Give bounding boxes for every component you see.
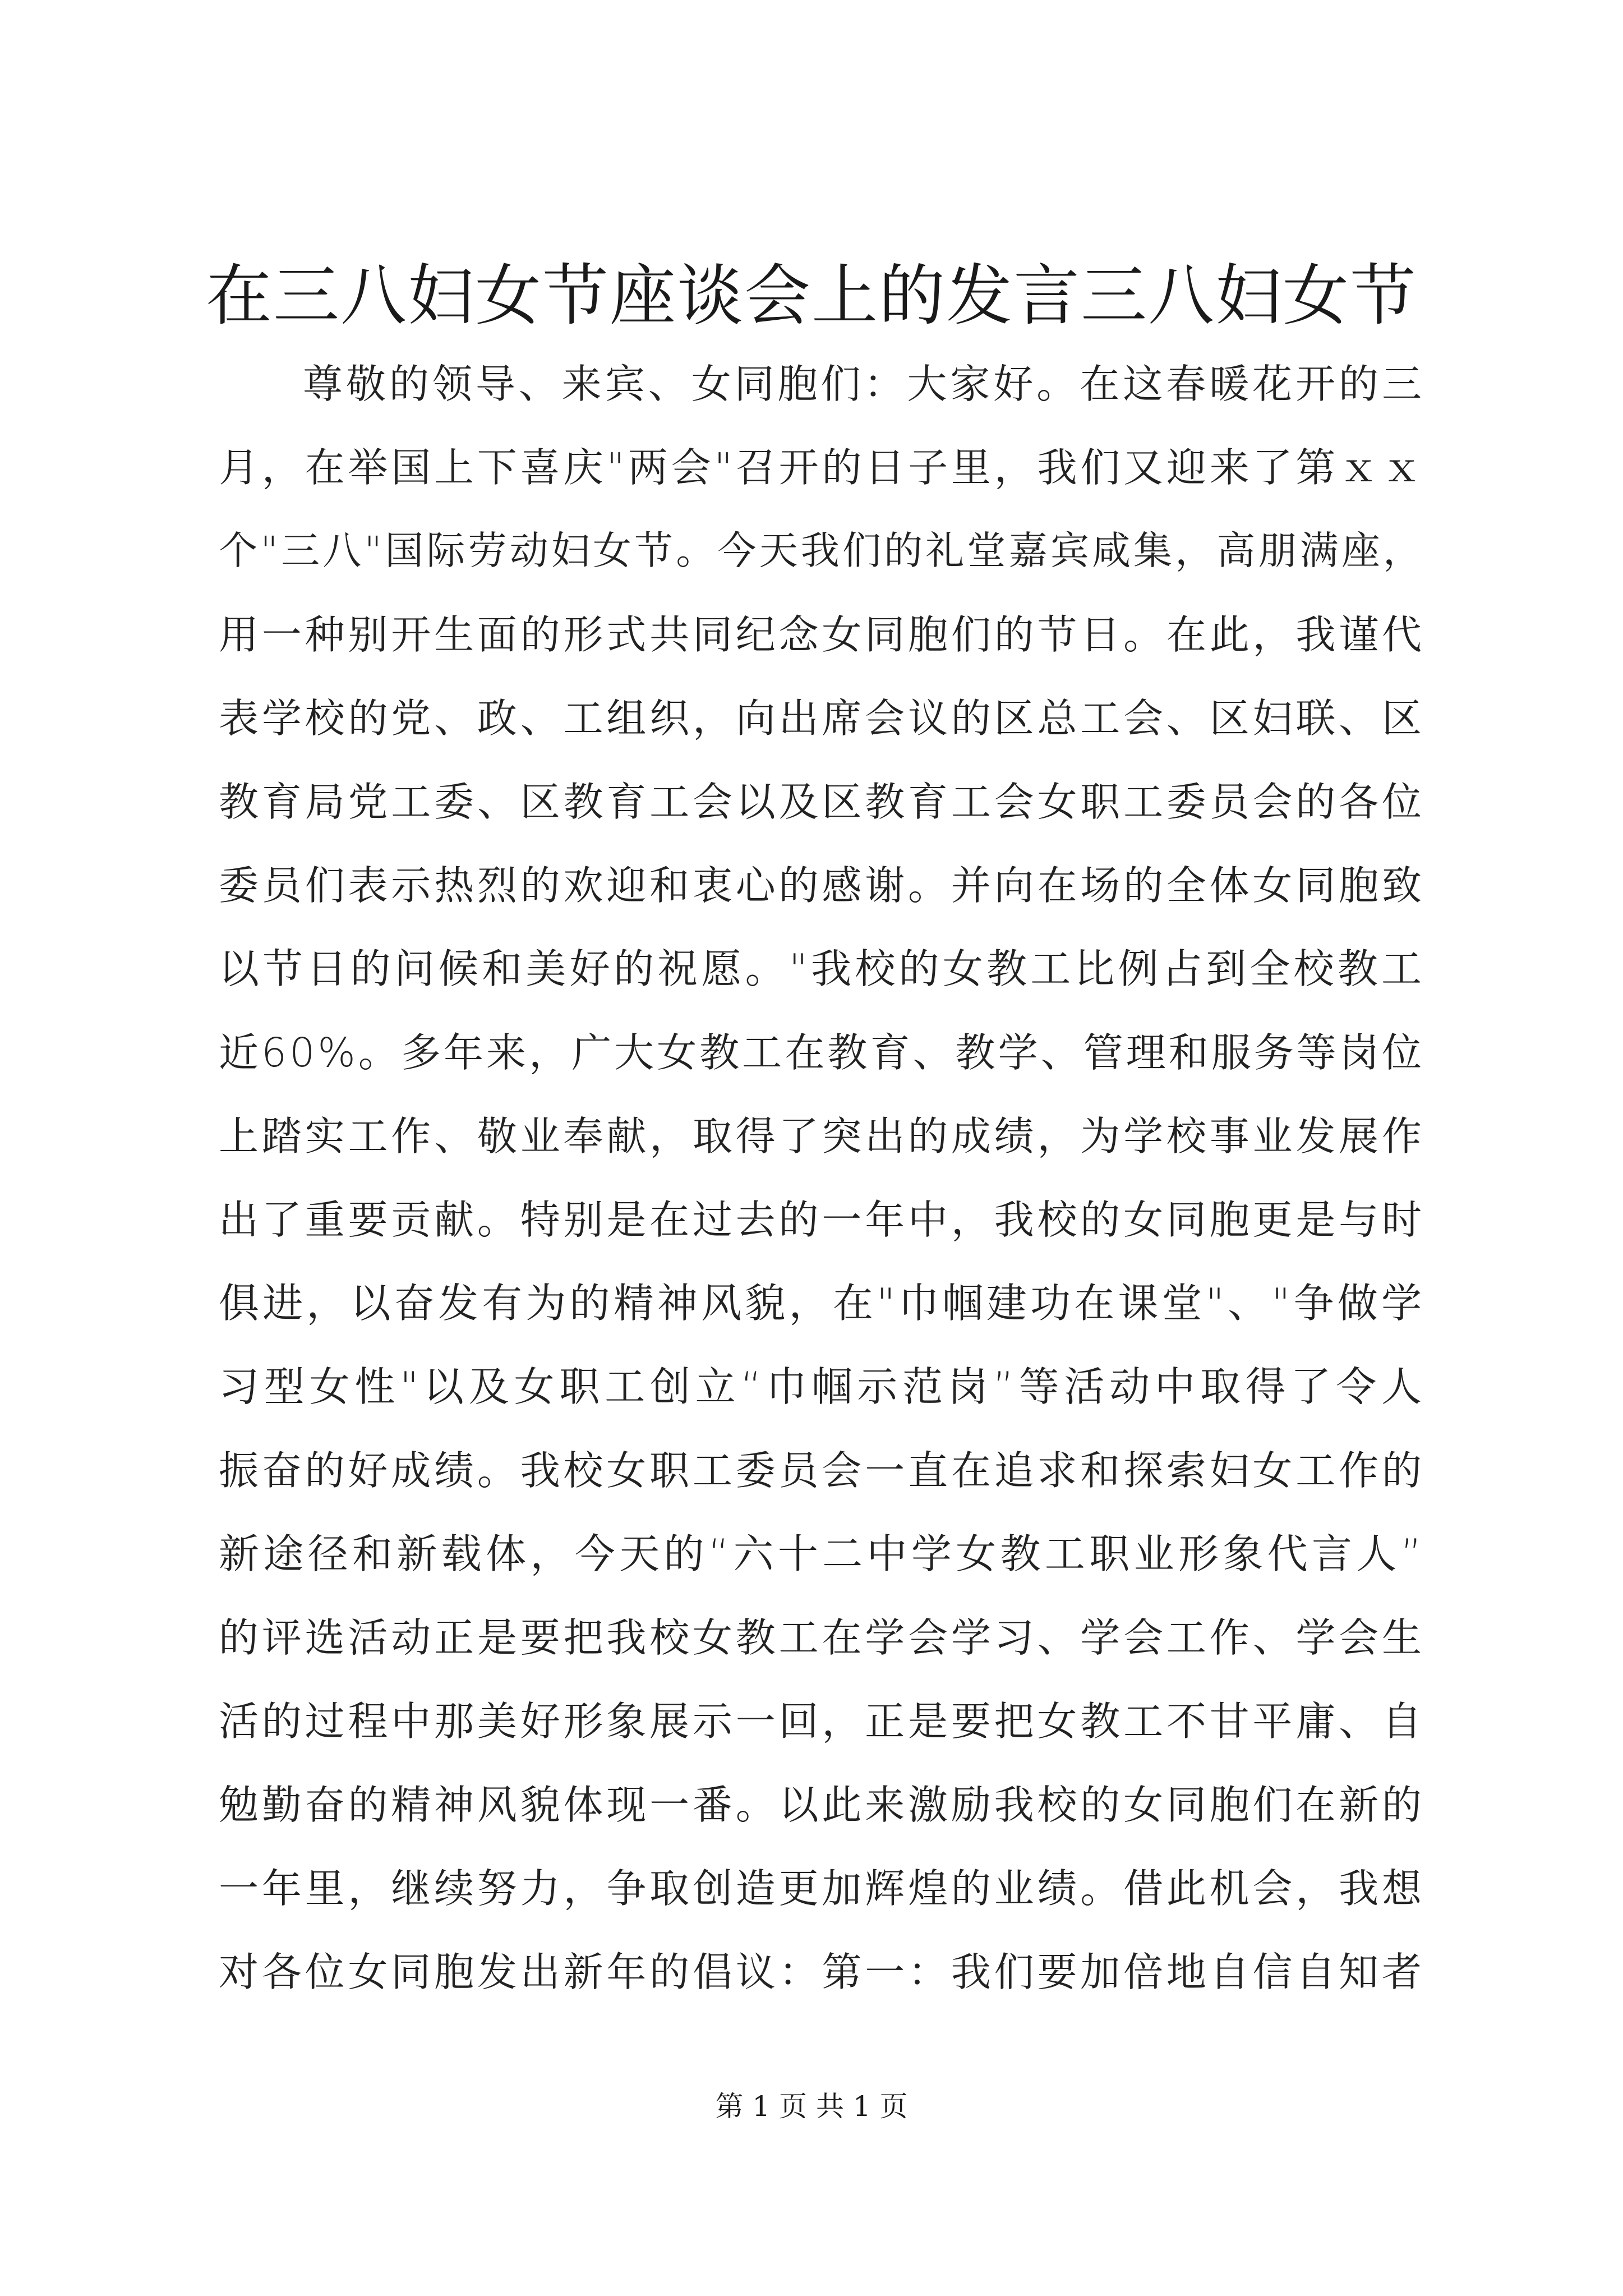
body-paragraph <box>219 342 1424 2014</box>
text-line: 尊敬的领导、来宾、女同胞们：大家好。在这春暖花开的三 <box>303 361 1424 407</box>
text-line: 勉勤奋的精神风貌体现一番。以此来激励我校的女同胞们在新的 <box>219 1782 1424 1828</box>
text-line: 月，在举国上下喜庆"两会"召开的日子里，我们又迎来了第ｘｘ <box>219 444 1424 491</box>
page-footer: 第 1 页 共 1 页 <box>715 2090 908 2123</box>
text-line: 表学校的党、政、工组织，向出席会议的区总工会、区妇联、区 <box>219 695 1424 742</box>
text-line: 新途径和新载体，今天的“六十二中学女教工职业形象代言人” <box>219 1530 1424 1577</box>
text-line: 上踏实工作、敬业奉献，取得了突出的成绩，为学校事业发展作 <box>219 1113 1424 1159</box>
text-line: 个"三八"国际劳动妇女节。今天我们的礼堂嘉宾咸集，高朋满座， <box>219 528 1424 573</box>
text-line: 出了重要贡献。特别是在过去的一年中，我校的女同胞更是与时 <box>219 1197 1424 1243</box>
text-line: 近60%。多年来，广大女教工在教育、教学、管理和服务等岗位 <box>219 1029 1424 1076</box>
text-line: 的评选活动正是要把我校女教工在学会学习、学会工作、学会生 <box>219 1614 1424 1661</box>
text-line: 对各位女同胞发出新年的倡议：第一：我们要加倍地自信自知者 <box>219 1949 1424 1995</box>
text-line: 用一种别开生面的形式共同纪念女同胞们的节日。在此，我谨代 <box>219 611 1424 658</box>
document-title: 在三八妇女节座谈会上的发言三八妇女节 <box>205 257 1417 334</box>
text-line: 振奋的好成绩。我校女职工委员会一直在追求和探索妇女工作的 <box>219 1447 1424 1494</box>
text-line: 活的过程中那美好形象展示一回，正是要把女教工不甘平庸、自 <box>219 1698 1424 1745</box>
text-line: 习型女性"以及女职工创立“巾帼示范岗”等活动中取得了令人 <box>219 1363 1424 1410</box>
text-line: 一年里，继续努力，争取创造更加辉煌的业绩。借此机会，我想 <box>219 1865 1424 1912</box>
text-line: 以节日的问候和美好的祝愿。"我校的女教工比例占到全校教工 <box>219 945 1424 992</box>
text-line: 教育局党工委、区教育工会以及区教育工会女职工委员会的各位 <box>219 779 1424 825</box>
text-line: 委员们表示热烈的欢迎和衷心的感谢。并向在场的全体女同胞致 <box>219 862 1424 909</box>
text-line: 俱进，以奋发有为的精神风貌，在"巾帼建功在课堂"、"争做学 <box>219 1280 1424 1327</box>
